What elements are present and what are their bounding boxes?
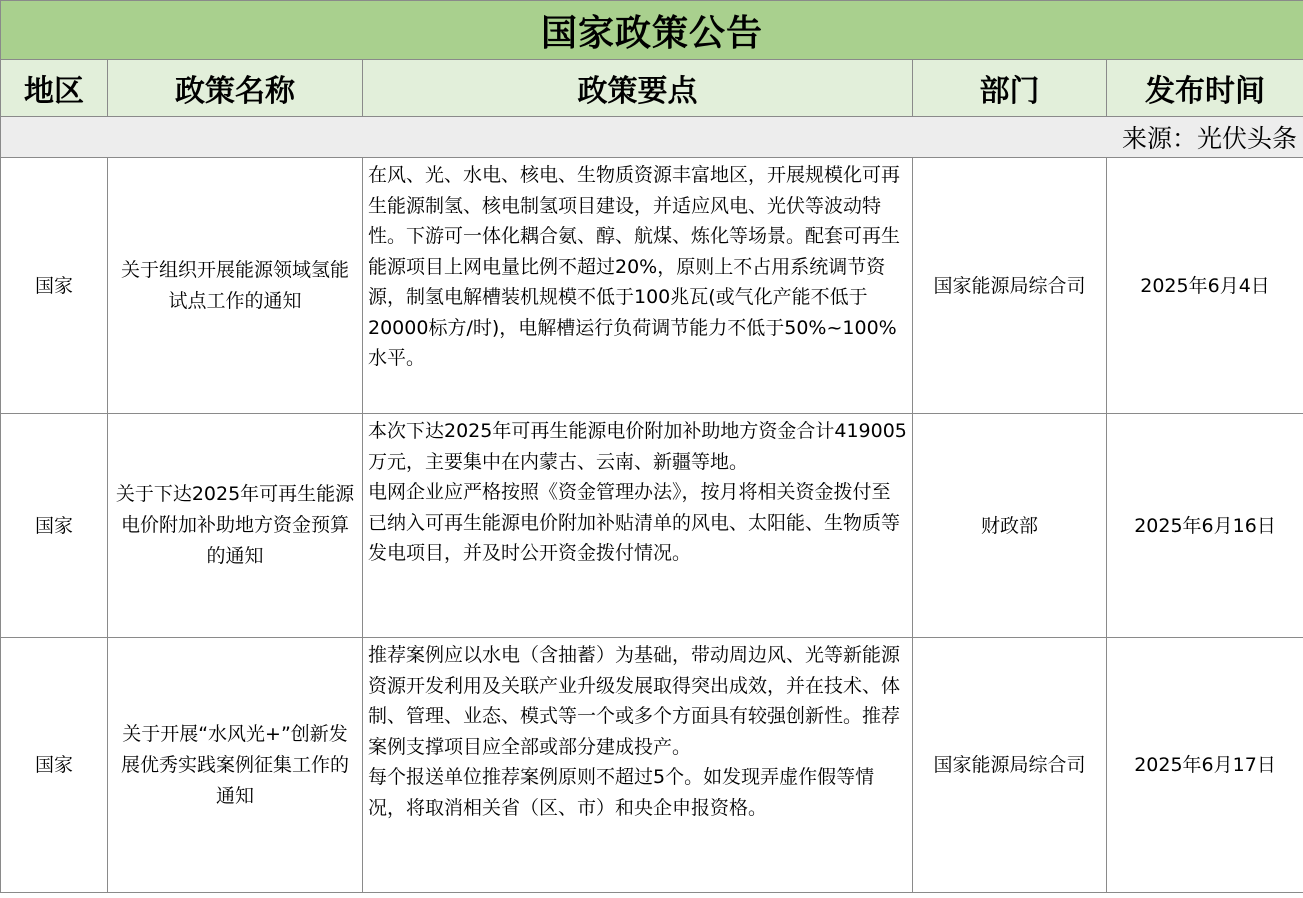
region-cell: 国家 [1, 158, 108, 414]
header-region: 地区 [1, 60, 108, 117]
key-point-paragraph: 电网企业应严格按照《资金管理办法》，按月将相关资金拨付至已纳入可再生能源电价附加补贴清单的风电、太阳能、生物质等发电项目，并及时公开资金拨付情况。 [368, 481, 901, 564]
key-point-paragraph: 每个报送单位推荐案例原则不超过5个。如发现弄虚作假等情况，将取消相关省（区、市）和央企申报资格。 [368, 766, 875, 819]
key-point-paragraph: 推荐案例应以水电（含抽蓄）为基础，带动周边风、光等新能源资源开发利用及关联产业升级发展取得突出成效，并在技术、体制、管理、业态、模式等一个或多个方面具有较强创新性。推荐案例支撑项目应全部或部分建成投产。 [368, 644, 901, 758]
key-points-cell [363, 158, 913, 414]
header-policy-name: 政策名称 [108, 60, 363, 117]
source-note: 来源：光伏头条 [1, 117, 1303, 158]
department-cell: 财政部 [913, 414, 1107, 638]
header-key-points: 政策要点 [363, 60, 913, 117]
date-cell: 2025年6月16日 [1107, 414, 1303, 638]
title-row [1, 1, 1303, 60]
region-cell: 国家 [1, 638, 108, 893]
region-cell: 国家 [1, 414, 108, 638]
key-points-cell [363, 414, 913, 638]
policy-name-cell: 关于下达2025年可再生能源电价附加补助地方资金预算的通知 [108, 414, 363, 638]
header-row [1, 60, 1303, 117]
source-row [1, 117, 1303, 158]
key-point-paragraph: 本次下达2025年可再生能源电价附加补助地方资金合计419005万元，主要集中在内蒙古、云南、新疆等地。 [368, 420, 907, 473]
date-cell: 2025年6月4日 [1107, 158, 1303, 414]
department-cell: 国家能源局综合司 [913, 638, 1107, 893]
header-department: 部门 [913, 60, 1107, 117]
department-cell: 国家能源局综合司 [913, 158, 1107, 414]
table-title: 国家政策公告 [1, 1, 1303, 60]
date-cell: 2025年6月17日 [1107, 638, 1303, 893]
key-point-paragraph: 在风、光、水电、核电、生物质资源丰富地区，开展规模化可再生能源制氢、核电制氢项目建设，并适应风电、光伏等波动特性。下游可一体化耦合氨、醇、航煤、炼化等场景。配套可再生能源项目上网电量比例不超过20%，原则上不占用系统调节资源，制氢电解槽装机规模不低于100兆瓦(或气化产能不低于20000标方/时)，电解槽运行负荷调节能力不低于50%~100%水平。 [368, 164, 901, 369]
policy-name-cell: 关于组织开展能源领域氢能试点工作的通知 [108, 158, 363, 414]
header-date: 发布时间 [1107, 60, 1303, 117]
key-points-cell [363, 638, 913, 893]
table-row [1, 414, 1303, 638]
table-row [1, 638, 1303, 893]
policy-name-cell: 关于开展“水风光+”创新发展优秀实践案例征集工作的通知 [108, 638, 363, 893]
table-row [1, 158, 1303, 414]
